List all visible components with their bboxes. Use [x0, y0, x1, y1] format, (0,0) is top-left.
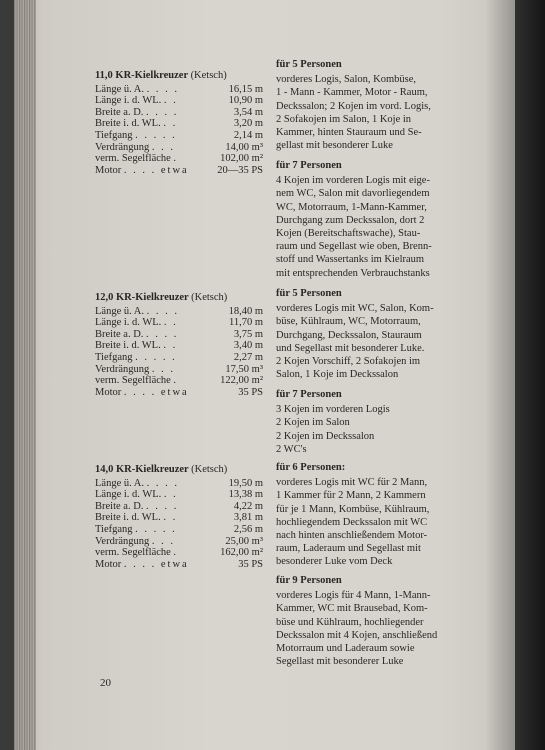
spec-value: 25,00 m³ — [225, 535, 263, 547]
page-stack-edges — [14, 0, 36, 750]
spec-value: 11,70 m — [228, 317, 263, 329]
boat-name: 11,0 KR-Kielkreuzer — [95, 70, 188, 81]
spec-value: 3,20 m — [233, 118, 263, 130]
boat-spec-block — [95, 464, 263, 570]
spec-row — [95, 165, 263, 177]
leader-dots: . . . . . — [135, 129, 177, 141]
spec-label: Länge i. d. WL. — [95, 95, 162, 107]
text-line: Kammer, hinten Stauraum und Se- — [276, 127, 422, 139]
text-line: büse, Kühlraum, WC, Motorraum, — [276, 316, 421, 328]
spec-label: Tiefgang — [95, 523, 133, 535]
spec-value: 2,14 m — [233, 129, 263, 141]
spec-label: Breite a. D. — [95, 106, 144, 118]
spec-row — [95, 306, 263, 318]
text-line: vorderes Logis für 4 Mann, 1-Mann- — [276, 590, 431, 602]
text-line: vorderes Logis mit WC, Salon, Kom- — [276, 303, 434, 315]
spec-row — [95, 95, 263, 107]
spec-value: 3,75 m — [233, 328, 263, 340]
spec-label: Motor — [95, 164, 122, 176]
leader-dots: . . — [163, 95, 178, 107]
accommodation-text — [276, 302, 476, 381]
text-line: Deckssalon mit 4 Kojen, anschließend — [276, 629, 438, 641]
accommodation-block — [276, 58, 476, 152]
text-line: Kammer, WC mit Brausebad, Kom- — [276, 603, 428, 615]
accommodation-block — [276, 574, 476, 668]
text-line: 2 Kojen im Deckssalon — [276, 430, 375, 442]
spec-label: Breite a. D. — [95, 328, 144, 340]
text-line: Motorraum und Laderaum sowie — [276, 643, 415, 655]
text-line: vorderes Logis, Salon, Kombüse, — [276, 74, 416, 86]
spec-row — [95, 107, 263, 119]
boat-spec-block — [95, 70, 263, 176]
spec-value: 18,40 m — [228, 305, 263, 317]
leader-dots: . . . . etwa — [123, 164, 189, 176]
spec-value: 102,00 m² — [220, 153, 263, 165]
leader-dots: . . . . — [146, 106, 179, 118]
spec-label: Motor — [95, 386, 122, 398]
text-line: Salon, 1 Koje im Deckssalon — [276, 369, 399, 381]
text-line: mit entsprechenden Verbrauchstanks — [276, 267, 430, 279]
accommodation-text — [276, 174, 476, 280]
text-line: Deckssalon; 2 Kojen im vord. Logis, — [276, 100, 431, 112]
spec-row — [95, 478, 263, 490]
spec-label: Verdrängung — [95, 141, 150, 153]
spec-label: Motor — [95, 558, 122, 570]
spec-value: 13,38 m — [228, 489, 263, 501]
accommodation-block — [276, 287, 476, 381]
spec-label: Breite a. D. — [95, 500, 144, 512]
spec-value: 162,00 m² — [220, 547, 263, 559]
leader-dots: . . . . — [146, 500, 179, 512]
spec-label: Verdrängung — [95, 535, 150, 547]
spec-label: Tiefgang — [95, 351, 133, 363]
accommodation-text — [276, 403, 476, 456]
accommodation-heading: für 7 Personen — [276, 160, 342, 171]
text-line: vorderes Logis mit WC für 2 Mann, — [276, 477, 428, 489]
boat-name: 14,0 KR-Kielkreuzer — [95, 464, 189, 475]
text-line: 2 Kojen im Salon — [276, 417, 350, 429]
accommodation-heading: für 6 Personen: — [276, 462, 346, 473]
text-line: stoff und Wassertanks im Kielraum — [276, 254, 425, 266]
boat-rig: (Ketsch) — [191, 464, 228, 475]
text-line: Kojen (Bereitschaftswache), Stau- — [276, 228, 421, 240]
text-line: nach hinten anschließendem Motor- — [276, 530, 428, 542]
spec-row — [95, 375, 263, 387]
boat-title — [95, 464, 263, 476]
spec-row — [95, 118, 263, 130]
spec-row — [95, 536, 263, 548]
text-line: für je 1 Mann, Kombüse, Kühlraum, — [276, 503, 430, 515]
spec-row — [95, 340, 263, 352]
page-number: 20 — [100, 677, 111, 689]
spec-row — [95, 329, 263, 341]
leader-dots: . . . . — [146, 305, 179, 317]
spec-value: 35 PS — [238, 386, 263, 398]
spec-value: 2,56 m — [233, 523, 263, 535]
spec-value: 3,54 m — [233, 106, 263, 118]
text-line: raum und Segellast wie oben, Brenn- — [276, 241, 432, 253]
accommodation-heading: für 9 Personen — [276, 575, 342, 586]
accommodation-block — [276, 461, 476, 569]
text-line: und Segellast mit besonderer Luke. — [276, 342, 425, 354]
boat-title — [95, 292, 263, 304]
facing-page-shadow — [515, 0, 545, 750]
text-line: besonderer Luke vom Deck — [276, 556, 393, 568]
spec-label: Länge i. d. WL. — [95, 489, 162, 501]
accommodation-block — [276, 159, 476, 280]
spec-label: Länge i. d. WL. — [95, 317, 162, 329]
boat-title — [95, 70, 263, 82]
gutter-shadow — [485, 0, 515, 750]
leader-dots: . . . . etwa — [123, 386, 189, 398]
accommodation-text — [276, 73, 476, 152]
accommodation-text — [276, 476, 476, 568]
spec-value: 17,50 m³ — [225, 363, 263, 375]
spec-label: Breite i. d. WL. — [95, 118, 161, 130]
spec-label: Länge ü. A. — [95, 83, 144, 95]
spec-value: 2,27 m — [233, 351, 263, 363]
leader-dots: . . . . — [146, 477, 179, 489]
leader-dots: . . — [163, 340, 178, 352]
leader-dots: . . . . etwa — [123, 558, 189, 570]
spec-row — [95, 142, 263, 154]
spec-label: Breite i. d. WL. — [95, 340, 161, 352]
text-line: nem WC, Salon mit davorliegendem — [276, 188, 430, 200]
leader-dots: . . . — [151, 535, 175, 547]
leader-dots: . . — [163, 317, 178, 329]
leader-dots: . — [173, 375, 179, 387]
text-line: 4 Kojen im vorderen Logis mit eige- — [276, 175, 430, 187]
accommodation-heading: für 5 Personen — [276, 288, 342, 299]
spec-value: 3,81 m — [233, 512, 263, 524]
accommodation-heading: für 7 Personen — [276, 389, 342, 400]
text-line: Segellast mit besonderer Luke — [276, 656, 404, 668]
text-line: 2 WC's — [276, 443, 307, 455]
text-line: Durchgang, Deckssalon, Stauraum — [276, 329, 422, 341]
spec-value: 35 PS — [238, 558, 263, 570]
spec-row — [95, 317, 263, 329]
spec-value: 3,40 m — [233, 340, 263, 352]
text-line: raum, Laderaum und Segellast mit — [276, 543, 421, 555]
leader-dots: . . — [163, 118, 178, 130]
spec-value: 16,15 m — [228, 83, 263, 95]
spec-label: verm. Segelfläche — [95, 547, 171, 559]
spec-label: Länge ü. A. — [95, 477, 144, 489]
spec-value: 19,50 m — [228, 477, 263, 489]
spec-row — [95, 559, 263, 571]
spec-row — [95, 489, 263, 501]
accommodation-heading: für 5 Personen — [276, 59, 342, 70]
spec-row — [95, 387, 263, 399]
spec-row — [95, 84, 263, 96]
leader-dots: . . — [163, 489, 178, 501]
spec-value: 4,22 m — [233, 500, 263, 512]
spec-row — [95, 153, 263, 165]
spec-label: verm. Segelfläche — [95, 375, 171, 387]
accommodation-text — [276, 589, 476, 668]
text-line: büse und Kühlraum, hochliegender — [276, 616, 424, 628]
spec-value: 122,00 m² — [220, 375, 263, 387]
spec-label: Tiefgang — [95, 129, 133, 141]
spec-row — [95, 352, 263, 364]
leader-dots: . . . . — [146, 83, 179, 95]
boat-rig: (Ketsch) — [190, 70, 227, 81]
spec-label: verm. Segelfläche — [95, 153, 171, 165]
text-line: 1 Kammer für 2 Mann, 2 Kammern — [276, 490, 426, 502]
boat-spec-block — [95, 292, 263, 398]
spec-row — [95, 524, 263, 536]
spec-label: Verdrängung — [95, 363, 150, 375]
text-line: 2 Kojen Vorschiff, 2 Sofakojen im — [276, 356, 421, 368]
accommodation-block — [276, 388, 476, 456]
leader-dots: . — [173, 547, 179, 559]
boat-rig: (Ketsch) — [191, 292, 228, 303]
text-line: 2 Sofakojen im Salon, 1 Koje in — [276, 113, 412, 125]
text-line: hochliegendem Deckssalon mit WC — [276, 516, 428, 528]
spec-label: Länge ü. A. — [95, 305, 144, 317]
leader-dots: . . . — [151, 141, 175, 153]
leader-dots: . . . . . — [135, 351, 177, 363]
spec-value: 10,90 m — [228, 95, 263, 107]
spec-row — [95, 501, 263, 513]
leader-dots: . . — [163, 512, 178, 524]
leader-dots: . . . . — [146, 328, 179, 340]
leader-dots: . . . . . — [135, 523, 177, 535]
text-line: Durchgang zum Deckssalon, dort 2 — [276, 214, 425, 226]
spec-value: 20—35 PS — [217, 164, 263, 176]
leader-dots: . . . — [151, 363, 175, 375]
leader-dots: . — [173, 153, 179, 165]
spec-value: 14,00 m³ — [225, 141, 263, 153]
spec-row — [95, 547, 263, 559]
text-line: WC, Motorraum, 1-Mann-Kammer, — [276, 201, 427, 213]
boat-name: 12,0 KR-Kielkreuzer — [95, 292, 189, 303]
text-line: 3 Kojen im vorderen Logis — [276, 404, 390, 416]
spec-row — [95, 130, 263, 142]
spec-row — [95, 512, 263, 524]
text-line: 1 - Mann - Kammer, Motor - Raum, — [276, 87, 428, 99]
spec-label: Breite i. d. WL. — [95, 512, 161, 524]
spec-row — [95, 364, 263, 376]
text-line: gellast mit besonderer Luke — [276, 140, 393, 152]
